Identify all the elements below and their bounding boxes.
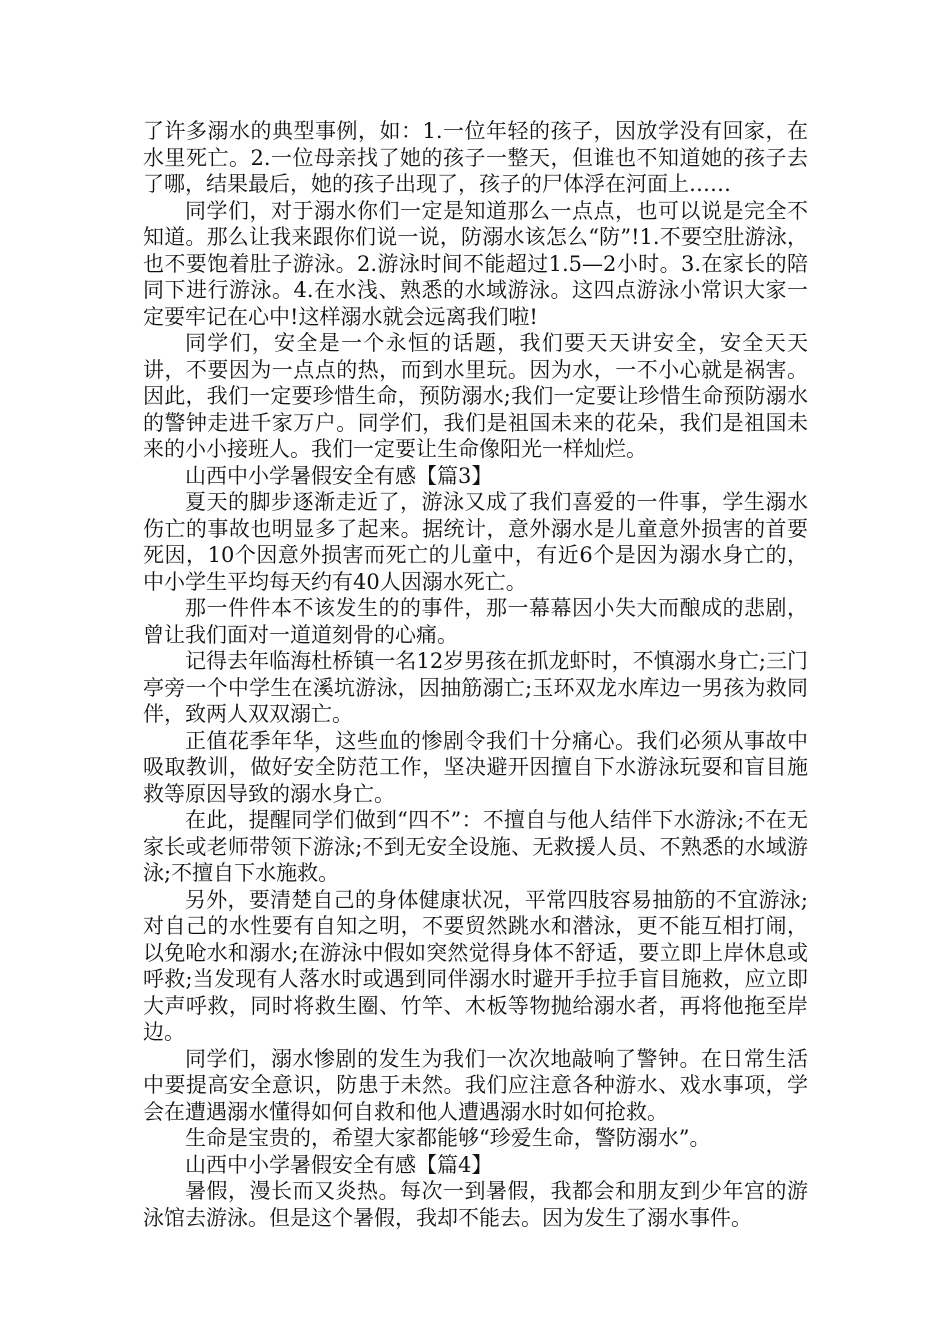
paragraph-intro-continuation: 了许多溺水的典型事例，如：1.一位年轻的孩子，因放学没有回家，在水里死亡。2.一位母亲找了她的孩子一整天，但谁也不知道她的孩子去了哪，结果最后，她的孩子出现了，孩子的尸体浮在河面上…… xyxy=(143,119,808,196)
paragraph-summer-statistics: 夏天的脚步逐渐走近了，游泳又成了我们喜爱的一件事，学生溺水伤亡的事故也明显多了起来。据统计，意外溺水是儿童意外损害的首要死因，10个因意外损害而死亡的儿童中，有近6个是因为溺水身亡的，中小学生平均每天约有40人因溺水死亡。 xyxy=(143,490,808,594)
paragraph-prevention-tips: 同学们，对于溺水你们一定是知道那么一点点，也可以说是完全不知道。那么让我来跟你们说一说，防溺水该怎么“防”!1.不要空肚游泳，也不要饱着肚子游泳。2.游泳时间不能超过1.5—2小时。3.在家长的陪同下进行游泳。4.在水浅、熟悉的水域游泳。这四点游泳小常识大家一定要牢记在心中!这样溺水就会远离我们啦! xyxy=(143,198,808,329)
paragraph-incidents: 记得去年临海杜桥镇一名12岁男孩在抓龙虾时，不慎溺水身亡;三门亭旁一个中学生在溪坑游泳，因抽筋溺亡;玉环双龙水库边一男孩为救同伴，致两人双双溺亡。 xyxy=(143,649,808,726)
paragraph-lessons: 正值花季年华，这些血的惨剧令我们十分痛心。我们必须从事故中吸取教训，做好安全防范工作，坚决避开因擅自下水游泳玩耍和盲目施救等原因导致的溺水身亡。 xyxy=(143,728,808,806)
paragraph-tragedies: 那一件件本不该发生的的事件，那一幕幕因小失大而酿成的悲剧，曾让我们面对一道道刻骨的心痛。 xyxy=(143,596,808,647)
paragraph-cherish-life: 生命是宝贵的，希望大家都能够“珍爱生命，警防溺水”。 xyxy=(185,1126,711,1150)
paragraph-health-advice: 另外，要清楚自己的身体健康状况，平常四肢容易抽筋的不宜游泳;对自己的水性要有自知之明，不要贸然跳水和潜泳，更不能互相打闹，以免呛水和溺水;在游泳中假如突然觉得身体不舒适，要立即上岸休息或呼救;当发现有人落水时或遇到同伴溺水时避开手拉手盲目施救，应立即大声呼救，同时将救生圈、竹竿、木板等物抛给溺水者，再将他拖至岸边。 xyxy=(143,887,808,1044)
paragraph-warning-bell: 同学们，溺水惨剧的发生为我们一次次地敲响了警钟。在日常生活中要提高安全意识，防患于未然。我们应注意各种游水、戏水事项，学会在遭遇溺水懂得如何自救和他人遭遇溺水时如何抢救。 xyxy=(143,1046,808,1124)
section-heading-part-3: 山西中小学暑假安全有感【篇3】 xyxy=(185,463,493,488)
section-heading-part-4: 山西中小学暑假安全有感【篇4】 xyxy=(185,1152,493,1177)
paragraph-four-donts: 在此，提醒同学们做到“四不”：不擅自与他人结伴下水游泳;不在无家长或老师带领下游泳;不到无安全设施、无救援人员、不熟悉的水域游泳;不擅自下水施救。 xyxy=(143,808,808,885)
document-page xyxy=(143,118,808,1231)
paragraph-safety-topic: 同学们，安全是一个永恒的话题，我们要天天讲安全，安全天天讲，不要因为一点点的热，而到水里玩。因为水，一不小心就是祸害。因此，我们一定要珍惜生命，预防溺水;我们一定要让珍惜生命预防溺水的警钟走进千家万户。同学们，我们是祖国未来的花朵，我们是祖国未来的小小接班人。我们一定要让生命像阳光一样灿烂。 xyxy=(143,331,808,461)
paragraph-summer-vacation: 暑假，漫长而又炎热。每次一到暑假，我都会和朋友到少年宫的游泳馆去游泳。但是这个暑假，我却不能去。因为发生了溺水事件。 xyxy=(143,1179,808,1230)
